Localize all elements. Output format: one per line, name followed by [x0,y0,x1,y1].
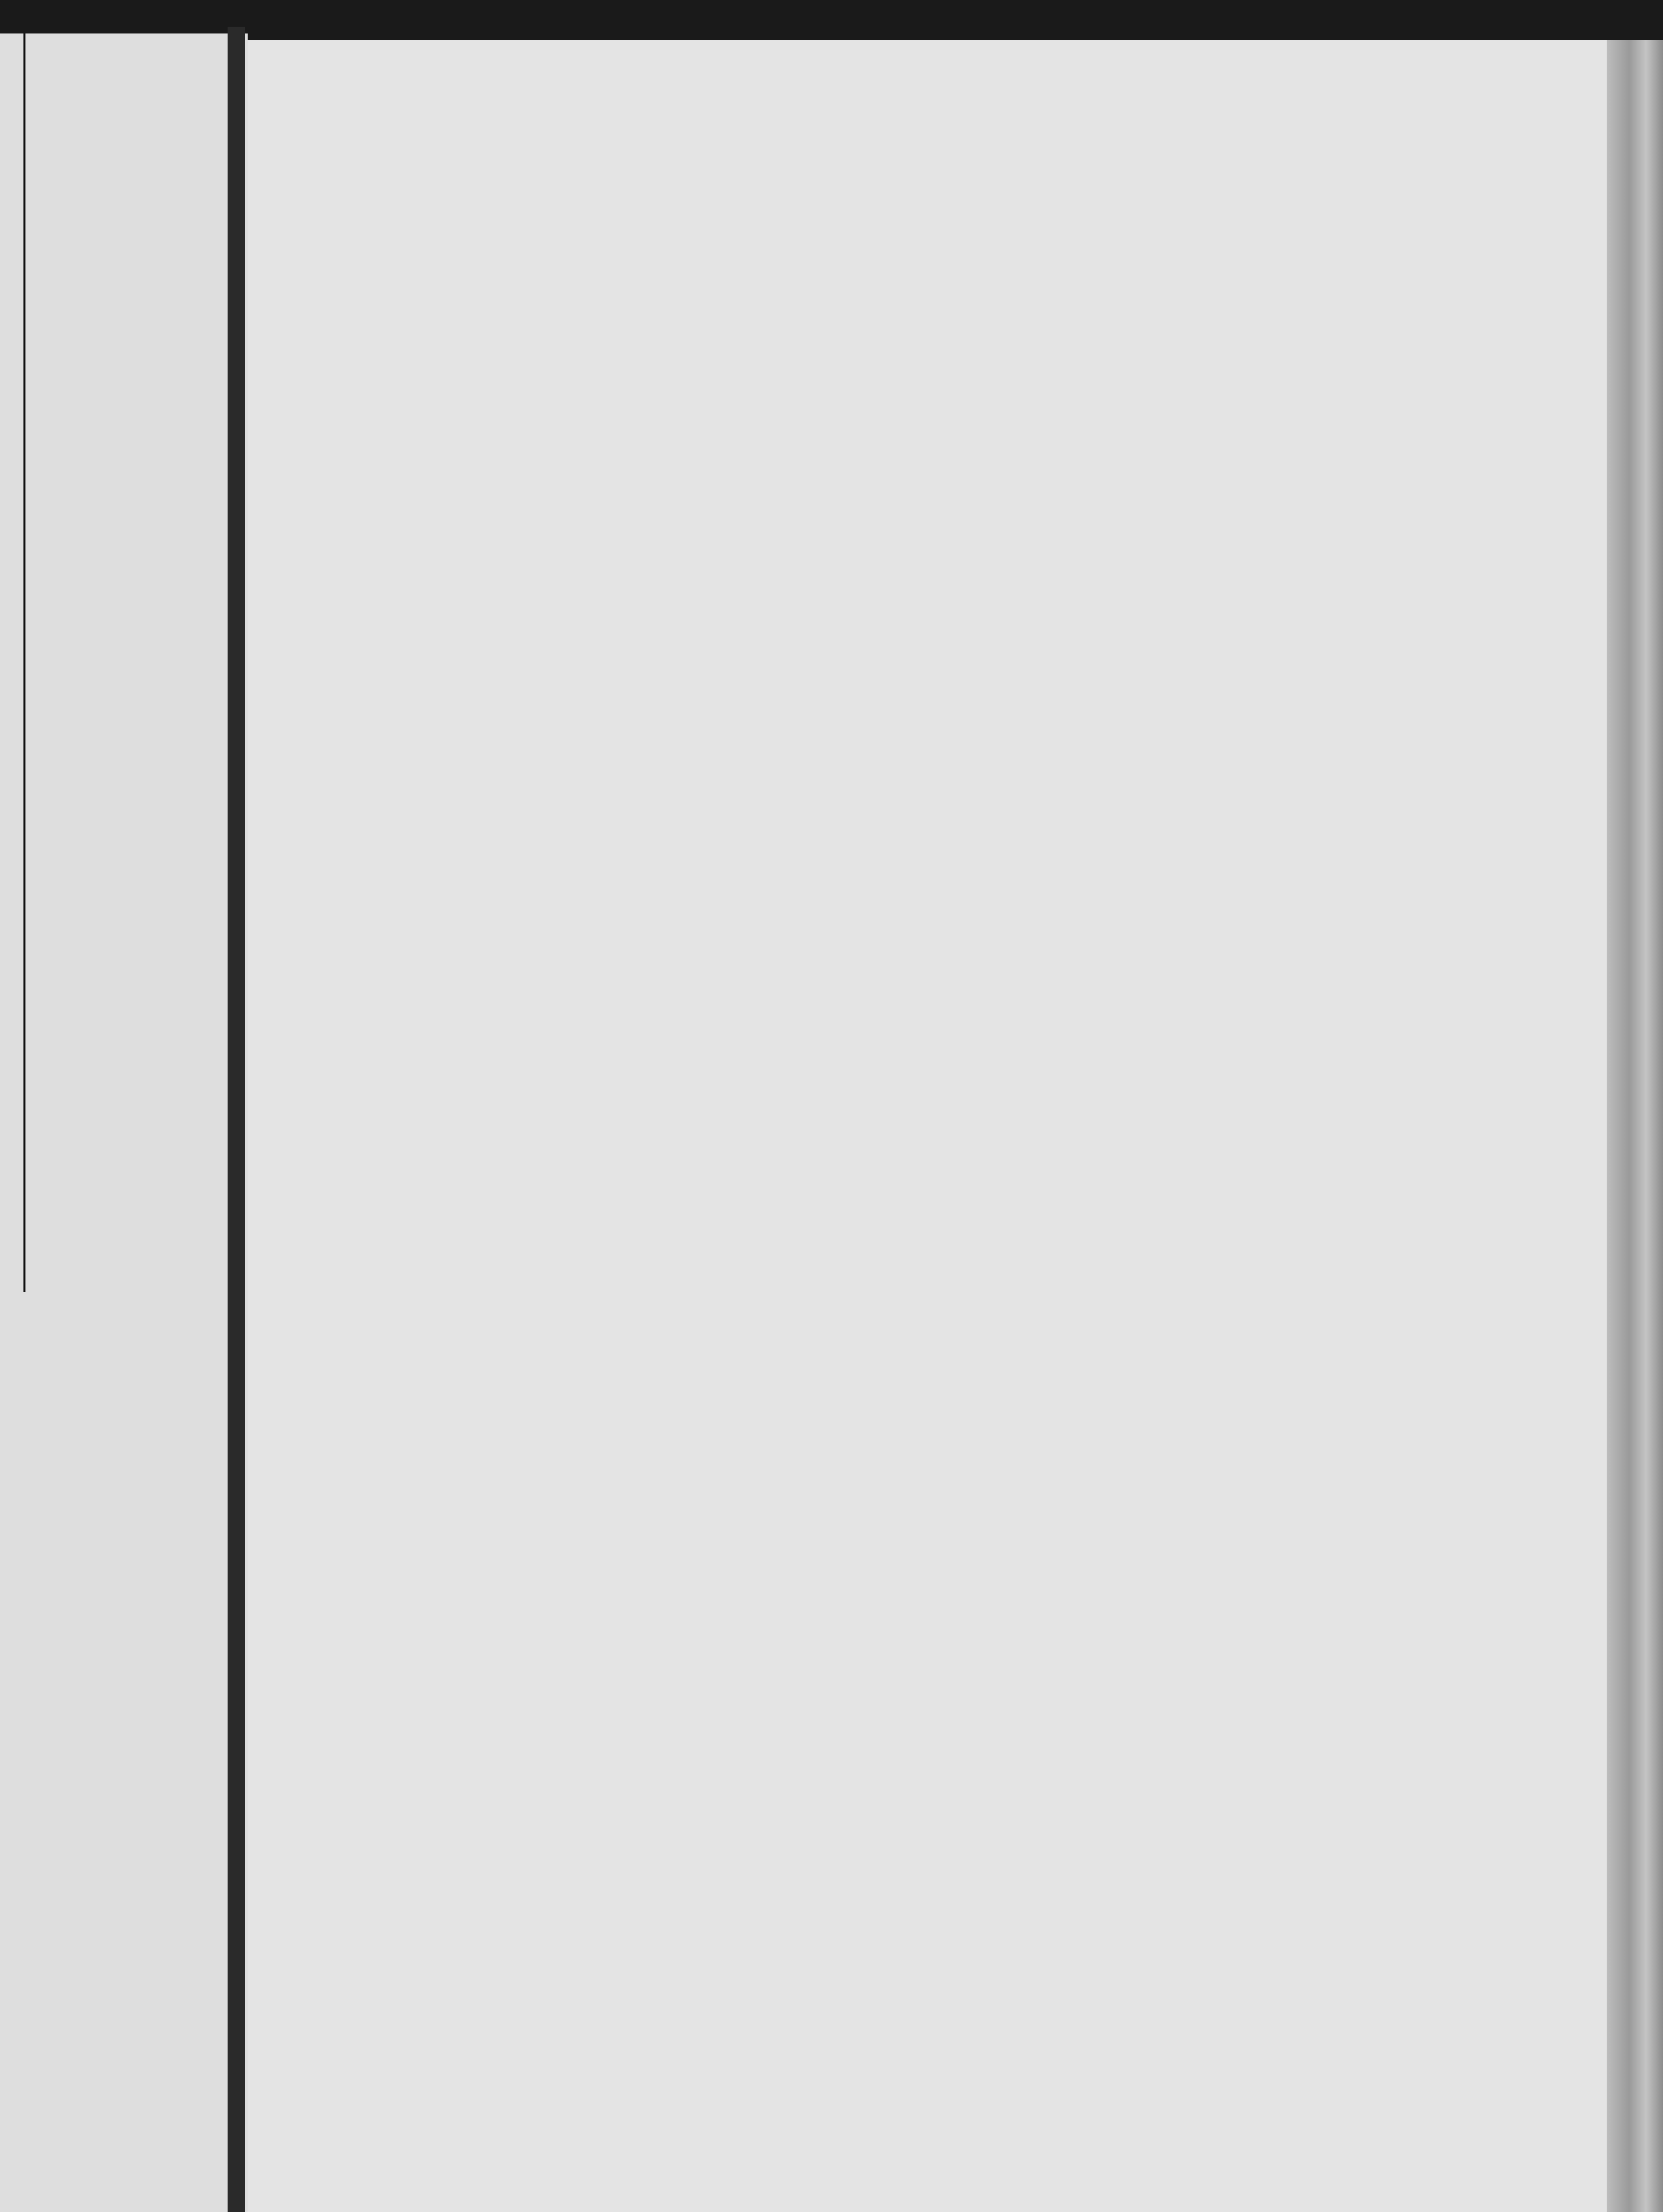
left-page [0,33,248,2212]
rotated-table [1660,221,1663,1962]
book-gutter [228,27,245,2212]
page-edges [1607,40,1663,2212]
document-page [248,40,1617,2212]
left-page-rule [23,33,25,1292]
scan-top-edge [0,0,1663,40]
